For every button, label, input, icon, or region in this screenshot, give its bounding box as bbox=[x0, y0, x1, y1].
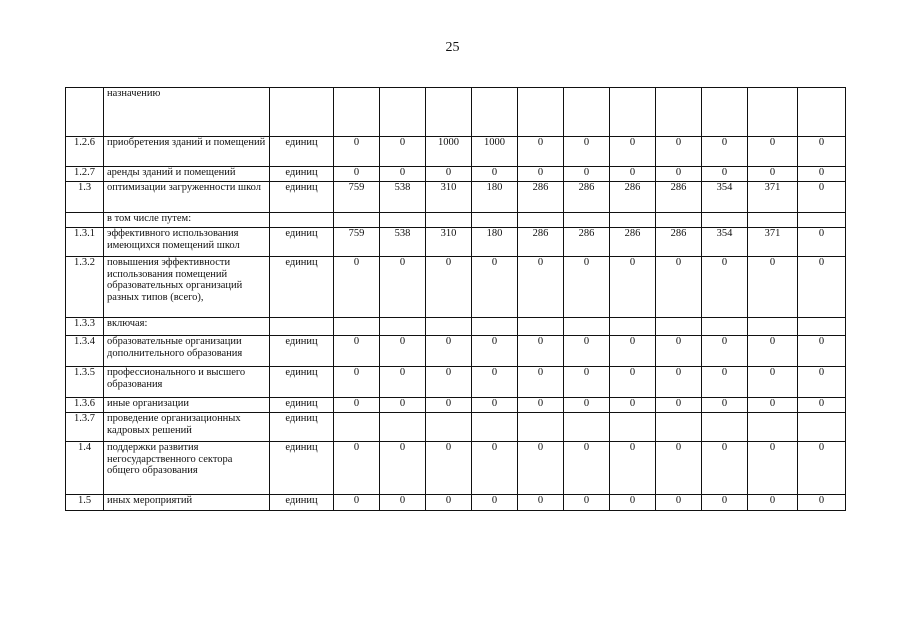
value-cell bbox=[564, 213, 610, 228]
value-cell: 759 bbox=[334, 182, 380, 213]
row-number: 1.3.4 bbox=[66, 336, 104, 367]
value-cell: 0 bbox=[426, 398, 472, 413]
value-cell: 0 bbox=[610, 398, 656, 413]
value-cell: 1000 bbox=[426, 137, 472, 167]
value-cell: 0 bbox=[748, 167, 798, 182]
value-cell bbox=[426, 413, 472, 442]
value-cell: 310 bbox=[426, 182, 472, 213]
row-number: 1.2.6 bbox=[66, 137, 104, 167]
row-unit: единиц bbox=[270, 398, 334, 413]
value-cell: 0 bbox=[656, 398, 702, 413]
table-row bbox=[66, 495, 846, 511]
value-cell bbox=[426, 318, 472, 336]
value-cell: 0 bbox=[472, 167, 518, 182]
table-row bbox=[66, 182, 846, 213]
indicators-table bbox=[65, 87, 846, 511]
value-cell bbox=[518, 413, 564, 442]
value-cell bbox=[798, 213, 846, 228]
value-cell bbox=[702, 413, 748, 442]
value-cell: 286 bbox=[564, 228, 610, 257]
value-cell: 0 bbox=[656, 367, 702, 398]
value-cell: 180 bbox=[472, 182, 518, 213]
value-cell: 0 bbox=[472, 495, 518, 511]
row-number: 1.3.3 bbox=[66, 318, 104, 336]
table-row bbox=[66, 228, 846, 257]
value-cell bbox=[380, 413, 426, 442]
table-row bbox=[66, 413, 846, 442]
value-cell: 0 bbox=[610, 167, 656, 182]
value-cell: 0 bbox=[380, 137, 426, 167]
value-cell: 0 bbox=[798, 137, 846, 167]
value-cell bbox=[518, 88, 564, 137]
value-cell: 0 bbox=[656, 137, 702, 167]
value-cell: 0 bbox=[380, 442, 426, 495]
value-cell: 0 bbox=[564, 367, 610, 398]
value-cell bbox=[702, 213, 748, 228]
row-unit: единиц bbox=[270, 257, 334, 318]
value-cell: 0 bbox=[702, 336, 748, 367]
row-unit bbox=[270, 88, 334, 137]
table-row bbox=[66, 167, 846, 182]
value-cell: 286 bbox=[518, 182, 564, 213]
value-cell bbox=[748, 88, 798, 137]
value-cell: 0 bbox=[334, 167, 380, 182]
value-cell: 0 bbox=[518, 367, 564, 398]
value-cell: 0 bbox=[426, 257, 472, 318]
value-cell: 354 bbox=[702, 182, 748, 213]
row-label: профессионального и высшего образования bbox=[104, 367, 270, 398]
value-cell: 0 bbox=[518, 167, 564, 182]
value-cell: 0 bbox=[610, 336, 656, 367]
row-unit: единиц bbox=[270, 413, 334, 442]
value-cell: 0 bbox=[334, 137, 380, 167]
row-number: 1.3.7 bbox=[66, 413, 104, 442]
value-cell: 0 bbox=[656, 442, 702, 495]
row-unit: единиц bbox=[270, 228, 334, 257]
value-cell bbox=[426, 213, 472, 228]
row-unit: единиц bbox=[270, 442, 334, 495]
value-cell: 0 bbox=[472, 367, 518, 398]
row-label: иные организации bbox=[104, 398, 270, 413]
value-cell: 0 bbox=[702, 367, 748, 398]
value-cell: 0 bbox=[656, 167, 702, 182]
value-cell bbox=[380, 213, 426, 228]
value-cell: 0 bbox=[380, 495, 426, 511]
row-number: 1.4 bbox=[66, 442, 104, 495]
value-cell: 371 bbox=[748, 228, 798, 257]
row-unit: единиц bbox=[270, 137, 334, 167]
value-cell bbox=[656, 213, 702, 228]
value-cell: 0 bbox=[472, 257, 518, 318]
value-cell bbox=[748, 318, 798, 336]
value-cell bbox=[610, 413, 656, 442]
row-label: проведение организационных кадровых решений bbox=[104, 413, 270, 442]
value-cell bbox=[380, 88, 426, 137]
value-cell: 0 bbox=[518, 137, 564, 167]
value-cell bbox=[564, 318, 610, 336]
table-row bbox=[66, 213, 846, 228]
value-cell bbox=[610, 88, 656, 137]
value-cell: 538 bbox=[380, 182, 426, 213]
table-row bbox=[66, 442, 846, 495]
value-cell bbox=[518, 318, 564, 336]
row-number: 1.2.7 bbox=[66, 167, 104, 182]
value-cell: 0 bbox=[472, 336, 518, 367]
value-cell: 0 bbox=[426, 367, 472, 398]
value-cell: 0 bbox=[426, 336, 472, 367]
row-number bbox=[66, 213, 104, 228]
value-cell: 0 bbox=[426, 442, 472, 495]
value-cell: 0 bbox=[518, 336, 564, 367]
value-cell: 0 bbox=[748, 398, 798, 413]
value-cell: 0 bbox=[334, 442, 380, 495]
row-unit: единиц bbox=[270, 182, 334, 213]
value-cell bbox=[656, 413, 702, 442]
value-cell: 0 bbox=[798, 495, 846, 511]
value-cell: 0 bbox=[564, 495, 610, 511]
value-cell: 0 bbox=[380, 336, 426, 367]
row-number: 1.3.5 bbox=[66, 367, 104, 398]
value-cell: 0 bbox=[334, 495, 380, 511]
table-row bbox=[66, 336, 846, 367]
value-cell: 0 bbox=[798, 257, 846, 318]
row-unit bbox=[270, 318, 334, 336]
value-cell: 0 bbox=[564, 398, 610, 413]
value-cell: 0 bbox=[380, 167, 426, 182]
value-cell: 0 bbox=[748, 442, 798, 495]
value-cell: 0 bbox=[798, 228, 846, 257]
row-label: приобретения зданий и помещений bbox=[104, 137, 270, 167]
row-number bbox=[66, 88, 104, 137]
value-cell: 0 bbox=[798, 398, 846, 413]
value-cell: 286 bbox=[656, 228, 702, 257]
value-cell: 0 bbox=[702, 495, 748, 511]
value-cell bbox=[702, 318, 748, 336]
value-cell: 0 bbox=[610, 442, 656, 495]
value-cell: 286 bbox=[610, 182, 656, 213]
value-cell: 1000 bbox=[472, 137, 518, 167]
row-label: аренды зданий и помещений bbox=[104, 167, 270, 182]
value-cell: 0 bbox=[610, 367, 656, 398]
value-cell: 0 bbox=[380, 398, 426, 413]
table-row bbox=[66, 367, 846, 398]
row-label: образовательные организации дополнительного образования bbox=[104, 336, 270, 367]
value-cell bbox=[334, 88, 380, 137]
value-cell: 0 bbox=[564, 257, 610, 318]
value-cell: 0 bbox=[702, 442, 748, 495]
table-row bbox=[66, 137, 846, 167]
value-cell: 0 bbox=[610, 495, 656, 511]
value-cell: 0 bbox=[564, 137, 610, 167]
row-label: поддержки развития негосударственного сектора общего образования bbox=[104, 442, 270, 495]
value-cell bbox=[748, 413, 798, 442]
value-cell: 0 bbox=[518, 442, 564, 495]
table-row bbox=[66, 398, 846, 413]
row-label: эффективного использования имеющихся помещений школ bbox=[104, 228, 270, 257]
row-unit: единиц bbox=[270, 367, 334, 398]
value-cell: 0 bbox=[748, 367, 798, 398]
row-label: в том числе путем: bbox=[104, 213, 270, 228]
table-row bbox=[66, 257, 846, 318]
row-label: повышения эффективности использования помещений образовательных организаций разных типов (всего), bbox=[104, 257, 270, 318]
value-cell bbox=[472, 213, 518, 228]
value-cell: 759 bbox=[334, 228, 380, 257]
value-cell: 0 bbox=[798, 182, 846, 213]
row-number: 1.3 bbox=[66, 182, 104, 213]
row-number: 1.3.6 bbox=[66, 398, 104, 413]
value-cell: 0 bbox=[798, 336, 846, 367]
value-cell: 0 bbox=[472, 398, 518, 413]
value-cell bbox=[334, 213, 380, 228]
value-cell: 0 bbox=[798, 367, 846, 398]
value-cell: 354 bbox=[702, 228, 748, 257]
value-cell bbox=[656, 88, 702, 137]
value-cell: 0 bbox=[564, 336, 610, 367]
value-cell: 0 bbox=[702, 167, 748, 182]
value-cell bbox=[798, 88, 846, 137]
value-cell bbox=[472, 88, 518, 137]
value-cell: 0 bbox=[518, 398, 564, 413]
value-cell: 0 bbox=[656, 336, 702, 367]
value-cell: 0 bbox=[748, 495, 798, 511]
row-unit: единиц bbox=[270, 167, 334, 182]
value-cell bbox=[334, 318, 380, 336]
value-cell: 0 bbox=[702, 398, 748, 413]
row-label: оптимизации загруженности школ bbox=[104, 182, 270, 213]
value-cell bbox=[564, 88, 610, 137]
value-cell: 0 bbox=[610, 137, 656, 167]
row-number: 1.3.2 bbox=[66, 257, 104, 318]
value-cell bbox=[518, 213, 564, 228]
row-label: назначению bbox=[104, 88, 270, 137]
row-unit: единиц bbox=[270, 495, 334, 511]
value-cell: 0 bbox=[426, 167, 472, 182]
value-cell: 0 bbox=[610, 257, 656, 318]
row-number: 1.3.1 bbox=[66, 228, 104, 257]
value-cell: 0 bbox=[656, 257, 702, 318]
value-cell: 371 bbox=[748, 182, 798, 213]
value-cell bbox=[702, 88, 748, 137]
value-cell: 286 bbox=[610, 228, 656, 257]
value-cell: 0 bbox=[748, 336, 798, 367]
value-cell: 0 bbox=[656, 495, 702, 511]
value-cell: 0 bbox=[426, 495, 472, 511]
value-cell: 0 bbox=[702, 257, 748, 318]
value-cell: 0 bbox=[334, 398, 380, 413]
value-cell: 0 bbox=[748, 137, 798, 167]
value-cell: 0 bbox=[334, 336, 380, 367]
value-cell bbox=[610, 318, 656, 336]
value-cell: 0 bbox=[798, 167, 846, 182]
value-cell bbox=[798, 413, 846, 442]
value-cell: 0 bbox=[334, 367, 380, 398]
value-cell bbox=[564, 413, 610, 442]
value-cell bbox=[656, 318, 702, 336]
value-cell: 286 bbox=[564, 182, 610, 213]
value-cell bbox=[472, 413, 518, 442]
row-unit bbox=[270, 213, 334, 228]
value-cell: 0 bbox=[472, 442, 518, 495]
table-row bbox=[66, 88, 846, 137]
value-cell: 0 bbox=[798, 442, 846, 495]
value-cell bbox=[748, 213, 798, 228]
value-cell bbox=[380, 318, 426, 336]
page-number: 25 bbox=[445, 40, 460, 55]
value-cell: 0 bbox=[380, 257, 426, 318]
value-cell: 0 bbox=[564, 167, 610, 182]
row-label: иных мероприятий bbox=[104, 495, 270, 511]
value-cell bbox=[426, 88, 472, 137]
row-unit: единиц bbox=[270, 336, 334, 367]
row-number: 1.5 bbox=[66, 495, 104, 511]
value-cell: 0 bbox=[334, 257, 380, 318]
value-cell: 0 bbox=[518, 495, 564, 511]
row-label: включая: bbox=[104, 318, 270, 336]
value-cell: 0 bbox=[748, 257, 798, 318]
value-cell bbox=[334, 413, 380, 442]
value-cell: 538 bbox=[380, 228, 426, 257]
value-cell: 0 bbox=[380, 367, 426, 398]
value-cell: 0 bbox=[518, 257, 564, 318]
value-cell: 0 bbox=[564, 442, 610, 495]
value-cell: 310 bbox=[426, 228, 472, 257]
value-cell bbox=[610, 213, 656, 228]
value-cell: 286 bbox=[518, 228, 564, 257]
value-cell: 180 bbox=[472, 228, 518, 257]
value-cell bbox=[798, 318, 846, 336]
value-cell bbox=[472, 318, 518, 336]
value-cell: 286 bbox=[656, 182, 702, 213]
value-cell: 0 bbox=[702, 137, 748, 167]
table-row bbox=[66, 318, 846, 336]
